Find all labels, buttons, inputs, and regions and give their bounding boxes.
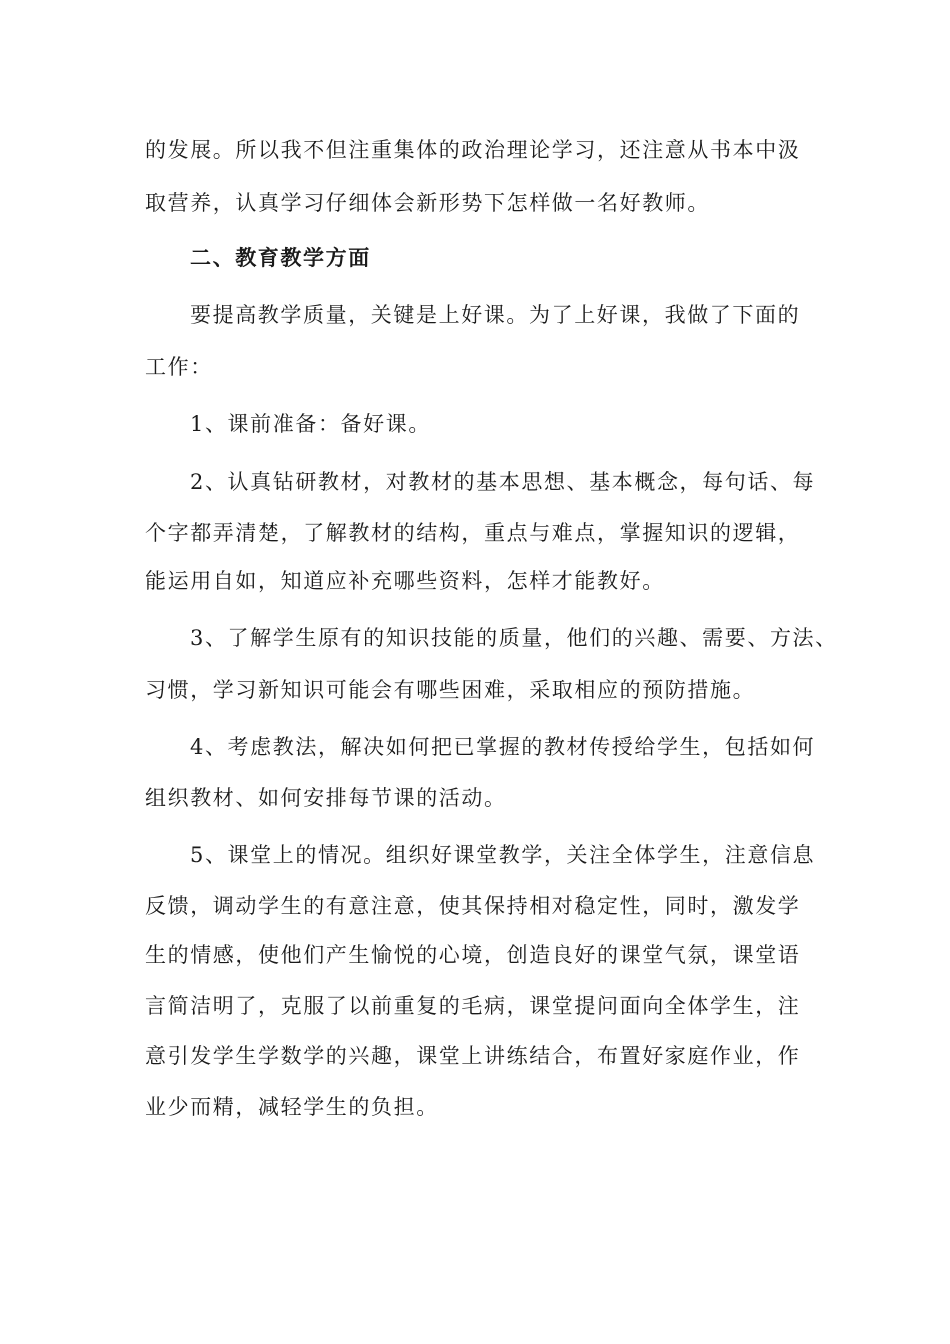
list-item-5: 5、课堂上的情况。组织好课堂教学，关注全体学生，注意信息 bbox=[190, 843, 816, 867]
body-line: 意引发学生学数学的兴趣，课堂上讲练结合，布置好家庭作业，作 bbox=[145, 1044, 801, 1068]
body-line: 能运用自如，知道应补充哪些资料，怎样才能教好。 bbox=[145, 569, 665, 593]
list-item-1: 1、课前准备：备好课。 bbox=[190, 412, 431, 436]
body-line: 的发展。所以我不但注重集体的政治理论学习，还注意从书本中汲 bbox=[145, 138, 801, 162]
body-line: 工作： bbox=[145, 355, 213, 379]
body-line: 习惯，学习新知识可能会有哪些困难，采取相应的预防措施。 bbox=[145, 678, 756, 702]
body-line: 组织教材、如何安排每节课的活动。 bbox=[145, 786, 507, 810]
body-line: 言简洁明了，克服了以前重复的毛病，课堂提问面向全体学生，注 bbox=[145, 994, 801, 1018]
body-line: 生的情感，使他们产生愉悦的心境，创造良好的课堂气氛，课堂语 bbox=[145, 943, 801, 967]
body-line: 个字都弄清楚，了解教材的结构，重点与难点，掌握知识的逻辑， bbox=[145, 521, 801, 545]
list-item-4: 4、考虑教法，解决如何把已掌握的教材传授给学生，包括如何 bbox=[190, 735, 816, 759]
section-heading: 二、教育教学方面 bbox=[190, 245, 371, 270]
body-line: 业少而精，减轻学生的负担。 bbox=[145, 1095, 439, 1119]
paragraph-first-line: 要提高教学质量，关键是上好课。为了上好课，我做了下面的 bbox=[190, 303, 801, 327]
body-line: 反馈，调动学生的有意注意，使其保持相对稳定性，同时，激发学 bbox=[145, 894, 801, 918]
body-line: 取营养，认真学习仔细体会新形势下怎样做一名好教师。 bbox=[145, 191, 710, 215]
list-item-3: 3、了解学生原有的知识技能的质量，他们的兴趣、需要、方法、 bbox=[190, 626, 838, 650]
list-item-2: 2、认真钻研教材，对教材的基本思想、基本概念，每句话、每 bbox=[190, 470, 816, 494]
